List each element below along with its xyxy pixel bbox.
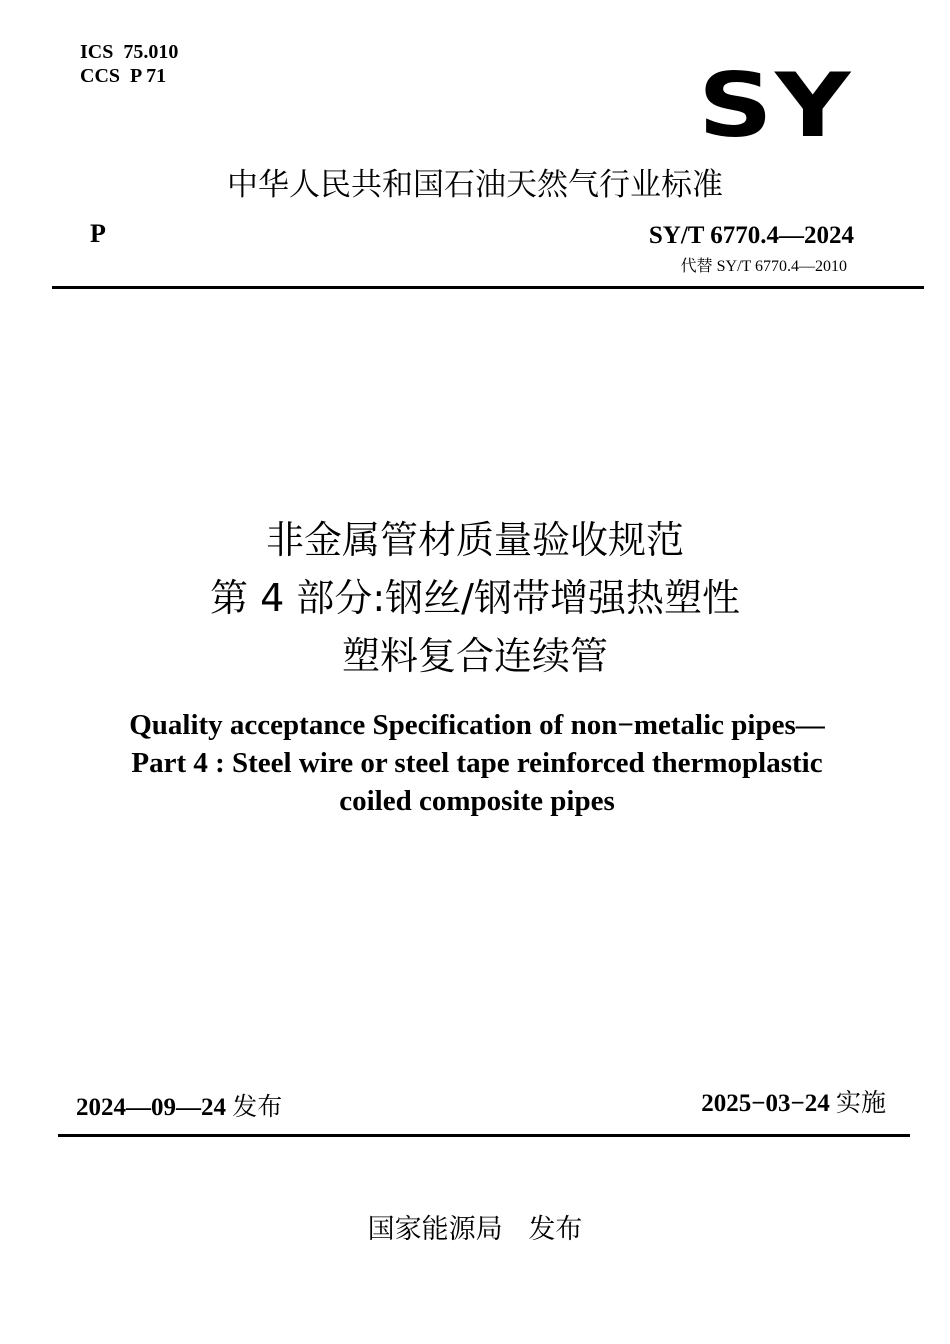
industry-standard-name: [0, 166, 950, 204]
title-en-line-2: Part 4 : Steel wire or steel tape reinforced thermoplastic: [131, 747, 823, 779]
publisher-name: 国家能源局: [367, 1214, 503, 1245]
ics-code: ICS 75.010: [80, 41, 179, 63]
industry-standard-name-text: 中华人民共和国石油天然气行业标准: [227, 167, 723, 203]
standard-number: SY/T 6770.4—2024: [648, 222, 854, 249]
publisher-block: [0, 1212, 950, 1248]
title-en-line-1: Quality acceptance Specification of non−metalic pipes—: [129, 709, 825, 741]
issue-date: 2024—09—24: [76, 1094, 226, 1121]
sy-logo: SY: [698, 54, 853, 157]
issue-label: 发布: [232, 1092, 283, 1121]
bottom-divider: [58, 1134, 910, 1137]
title-cn-line-2: 第 4 部分:钢丝/钢带增强热塑性: [210, 576, 740, 620]
replaces-standard: 代替 SY/T 6770.4—2010: [680, 258, 847, 275]
title-en-line-3: coiled composite pipes: [339, 785, 615, 817]
publisher-label: 发布: [528, 1214, 583, 1245]
title-cn-line-1: 非金属管材质量验收规范: [265, 518, 684, 562]
implementation-date: 2025−03−24: [701, 1090, 830, 1117]
implementation-label: 实施: [835, 1088, 886, 1117]
issue-date-block: [76, 1090, 282, 1125]
ccs-code: CCS P 71: [80, 65, 167, 87]
category-letter: P: [90, 219, 106, 248]
title-cn-line-3: 塑料复合连续管: [341, 634, 608, 678]
implementation-date-block: [701, 1086, 886, 1121]
top-divider: [52, 286, 924, 289]
